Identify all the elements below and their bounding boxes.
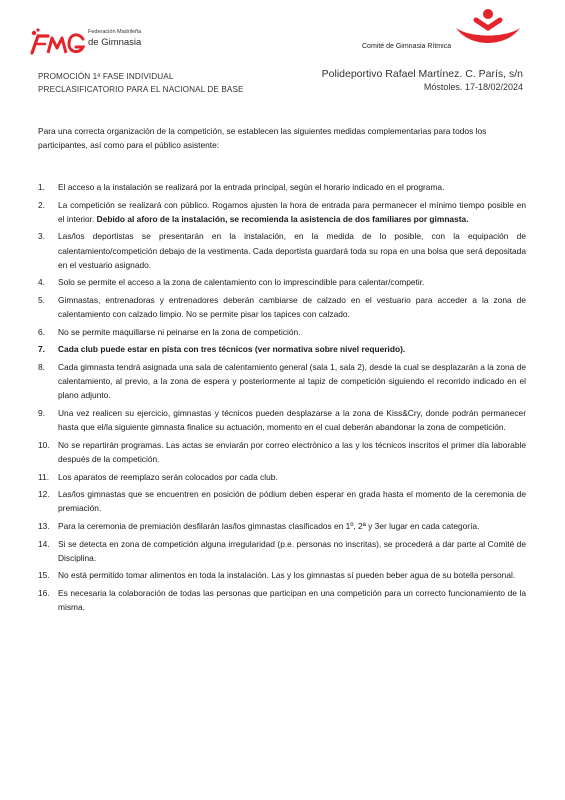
list-item (38, 438, 526, 466)
item-text: Una vez realicen su ejercicio, gimnastas y técnicos pueden desplazarse a la zona de Kiss&Cry, donde podrán permanecer hasta que el/la siguiente gimnasta finalice su actuación, momento en el cual deberán abandonar la zona de competición. (58, 407, 526, 433)
rules-list (38, 180, 526, 618)
item-text: El acceso a la instalación se realizará por la entrada principal, según el horario indicado en el programa. (58, 182, 445, 192)
federation-name: de Gimnasia (88, 37, 142, 48)
item-text: Las/los deportistas se presentarán en la instalación, en la medida de lo posible, con la equipación de calentamiento/competición debajo de la vestimenta. Cada deportista guardará toda su ropa en una bolsa que será depositada en el vestuario asignado. (58, 231, 526, 270)
list-item (38, 229, 526, 272)
list-item (38, 325, 526, 339)
item-number: 16. (38, 587, 50, 598)
item-number: 9. (38, 407, 45, 418)
item-bold-text: Cada club puede estar en pista con tres técnicos (ver normativa sobre nivel requerido). (58, 344, 406, 355)
item-text: No se repartirán programas. Las actas se enviarán por correo electrónico a las y los técnicos inscritos el primer día laborable después de la competición. (58, 439, 526, 464)
intro-paragraph: Para una correcta organización de la competición, se establecen las siguientes medidas complementarias para todos los participantes, así como para el público asistente: (38, 126, 487, 150)
item-text: Para la ceremonia de premiación desfilarán las/los gimnastas clasificados en 1º, 2ª y 3er lugar en cada categoría. (58, 520, 480, 531)
list-item (38, 198, 526, 226)
event-dates: Móstoles. 17-18/02/2024 (423, 82, 523, 92)
item-number: 4. (38, 277, 45, 288)
item-number: 15. (38, 570, 50, 581)
item-number: 14. (38, 538, 50, 549)
federation-logo (28, 26, 168, 58)
item-text: Las/los gimnastas que se encuentren en posición de pódium deben esperar en grada hasta el momento de la ceremonia de premiación. (58, 489, 526, 514)
committee-name: Comité de Gimnasia Rítmica (362, 43, 452, 50)
item-number: 6. (38, 326, 45, 337)
item-number: 8. (38, 361, 45, 372)
gymnast-logo-icon (452, 8, 524, 48)
item-number: 5. (38, 294, 45, 305)
list-item (38, 568, 526, 582)
item-number: 2. (38, 199, 45, 210)
item-text: Gimnastas, entrenadoras y entrenadores deberán cambiarse de calzado en el vestuario para acceder a la zona de calentamiento con calzado limpio. No se permite pisar los tapices con calzado. (58, 294, 526, 320)
list-item (38, 342, 526, 356)
list-item (38, 586, 526, 614)
federation-small-text: Federación Madrileña (88, 29, 142, 35)
item-text: Si se detecta en zona de competición alguna irregularidad (p.e. personas no inscritas), se procederá a dar parte al Comité de Disciplina. (58, 538, 526, 563)
item-text: Es necesaria la colaboración de todas las personas que participan en una competición para un correcto funcionamiento de la misma. (58, 587, 526, 613)
item-bold-text: Debido al aforo de la instalación, se recomienda la asistencia de dos familiares por gimnasta. (96, 213, 469, 224)
competition-title: PROMOCIÓN 1ª FASE INDIVIDUAL (38, 72, 174, 81)
list-item (38, 360, 526, 403)
competition-subtitle: PRECLASIFICATORIO PARA EL NACIONAL DE BASE (38, 85, 244, 94)
list-item (38, 470, 526, 484)
item-number: 13. (38, 520, 50, 531)
list-item (38, 487, 526, 515)
item-text: Los aparatos de reemplazo serán colocados por cada club. (58, 471, 278, 482)
list-item (38, 519, 526, 533)
item-text: No se permite maquillarse ni peinarse en la zona de competición. (58, 326, 301, 337)
item-number: 1. (38, 182, 45, 192)
item-number: 12. (38, 489, 50, 500)
item-number: 7. (38, 344, 45, 355)
competition-info (38, 70, 244, 96)
venue-info (322, 67, 523, 94)
list-item (38, 537, 526, 565)
fmg-logo-icon (28, 26, 86, 56)
list-item (38, 180, 526, 194)
item-number: 11. (38, 471, 50, 482)
list-item (38, 293, 526, 321)
item-text: Cada gimnasta tendrá asignada una sala de calentamiento general (sala 1, sala 2), desde la cual se desplazarán a la zona de calentamiento, al previo, a la zona de espera y posteriormente al tapiz de competición siguiendo el recorrido indicado en el plano adjunto. (58, 361, 526, 401)
item-number: 3. (38, 231, 45, 242)
venue-name: Polideportivo Rafael Martínez. C. París, s/n (321, 68, 523, 80)
item-text: No está permitido tomar alimentos en toda la instalación. Las y los gimnastas sí pueden beber agua de su botella personal. (58, 570, 516, 581)
list-item (38, 406, 526, 434)
list-item (38, 275, 526, 289)
item-text: La competición se realizará con público. Rogamos ajusten la hora de entrada para permanecer el mínimo tiempo posible en el interior. (58, 199, 526, 224)
item-text: Solo se permite el acceso a la zona de calentamiento con lo imprescindible para calentar/competir. (58, 277, 425, 288)
item-number: 10. (38, 439, 50, 450)
